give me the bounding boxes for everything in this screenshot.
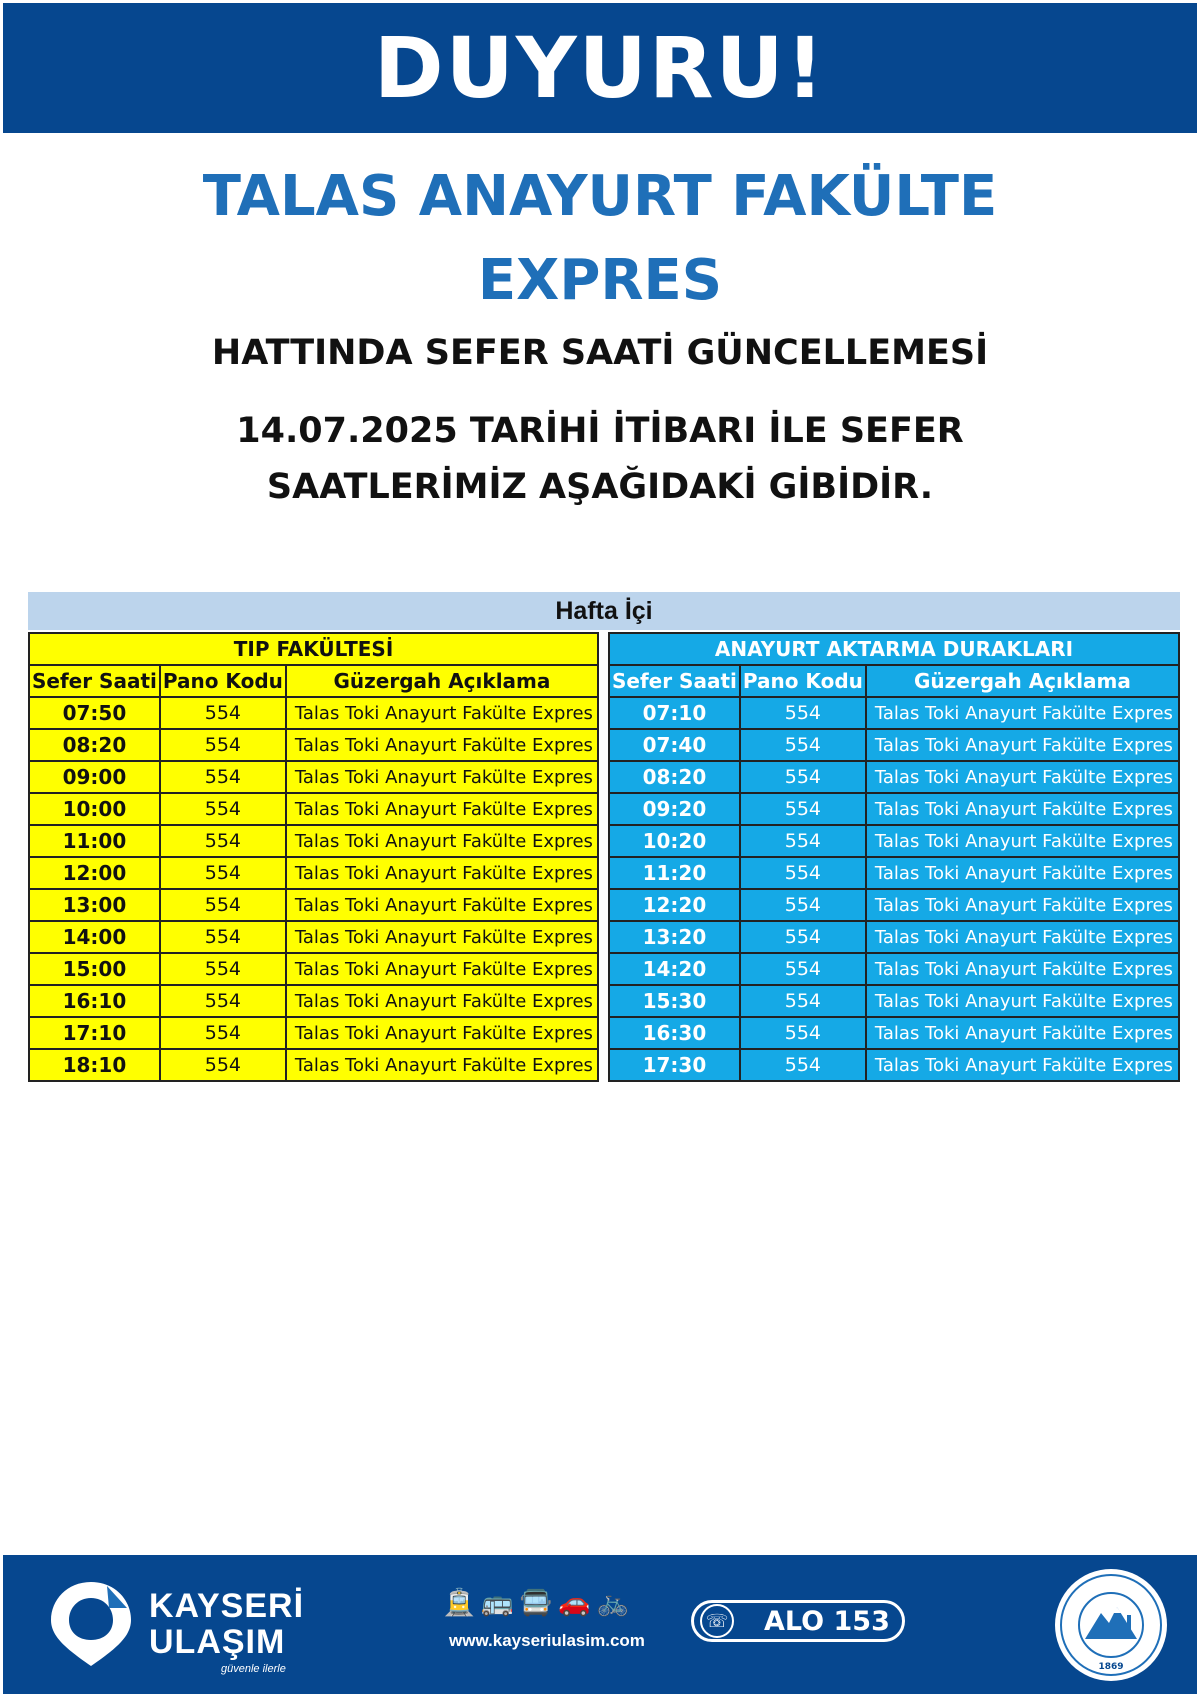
schedule-table-left [28,632,599,1082]
svg-text:1869: 1869 [1098,1662,1124,1672]
route-code: 554 [160,761,286,793]
route-code: 554 [160,1017,286,1049]
table-row [609,793,1179,825]
route-description: Talas Toki Anayurt Fakülte Expres [286,953,598,985]
announcement-banner [3,3,1197,133]
route-description: Talas Toki Anayurt Fakülte Expres [866,857,1179,889]
route-description: Talas Toki Anayurt Fakülte Expres [286,1017,598,1049]
table-row [29,825,598,857]
route-code: 554 [160,889,286,921]
table-row [29,729,598,761]
hotline-number: ALO 153 [764,1605,890,1637]
route-code: 554 [160,985,286,1017]
line-name-2: EXPRES [477,248,723,313]
departure-time: 15:30 [609,985,740,1017]
departure-time: 08:20 [609,761,740,793]
departure-time: 09:00 [29,761,160,793]
effective-date-notice [0,403,1200,515]
route-code: 554 [740,1017,866,1049]
departure-time: 15:00 [29,953,160,985]
brand-name-line2: ULAŞIM [149,1623,286,1661]
route-description: Talas Toki Anayurt Fakülte Expres [286,857,598,889]
route-description: Talas Toki Anayurt Fakülte Expres [866,921,1179,953]
departure-time: 07:40 [609,729,740,761]
municipality-seal-icon [1055,1569,1167,1681]
table-row [609,825,1179,857]
table-row [609,1017,1179,1049]
table-row [609,953,1179,985]
departure-time: 07:10 [609,697,740,729]
table-row [29,857,598,889]
route-description: Talas Toki Anayurt Fakülte Expres [286,889,598,921]
table-row [29,761,598,793]
route-code: 554 [740,985,866,1017]
table-row [609,1049,1179,1081]
route-description: Talas Toki Anayurt Fakülte Expres [866,761,1179,793]
route-description: Talas Toki Anayurt Fakülte Expres [866,729,1179,761]
table-row [29,1017,598,1049]
table-row [29,889,598,921]
period-header: Hafta İçi [28,592,1180,630]
table-row [29,793,598,825]
col-header-code: Pano Kodu [160,665,286,697]
route-code: 554 [160,1049,286,1081]
footer-bar [3,1555,1197,1694]
departure-time: 12:00 [29,857,160,889]
route-code: 554 [740,793,866,825]
route-code: 554 [160,921,286,953]
departure-time: 16:30 [609,1017,740,1049]
table-row [609,729,1179,761]
departure-time: 17:10 [29,1017,160,1049]
table-row [29,921,598,953]
route-description: Talas Toki Anayurt Fakülte Expres [286,1049,598,1081]
notice-line-1: 14.07.2025 TARİHİ İTİBARI İLE SEFER [236,411,964,451]
col-header-time: Sefer Saati [609,665,740,697]
route-description: Talas Toki Anayurt Fakülte Expres [286,697,598,729]
schedule-table-right [608,632,1180,1082]
col-header-route: Güzergah Açıklama [866,665,1179,697]
notice-line-2: SAATLERİMİZ AŞAĞIDAKİ GİBİDİR. [266,467,934,507]
route-code: 554 [740,953,866,985]
transport-icons: 🚊🚌🚍🚗🚲 [443,1587,635,1617]
brand-name-line1: KAYSERİ [149,1587,305,1625]
departure-time: 09:20 [609,793,740,825]
route-code: 554 [740,697,866,729]
route-description: Talas Toki Anayurt Fakülte Expres [866,697,1179,729]
col-header-route: Güzergah Açıklama [286,665,598,697]
departure-time: 18:10 [29,1049,160,1081]
col-header-code: Pano Kodu [740,665,866,697]
table-row [609,761,1179,793]
departure-time: 07:50 [29,697,160,729]
route-code: 554 [160,825,286,857]
table-row [609,889,1179,921]
route-description: Talas Toki Anayurt Fakülte Expres [286,825,598,857]
route-code: 554 [740,761,866,793]
departure-time: 10:00 [29,793,160,825]
phone-icon: ☏ [700,1604,734,1638]
departure-time: 08:20 [29,729,160,761]
route-code: 554 [740,921,866,953]
route-description: Talas Toki Anayurt Fakülte Expres [286,985,598,1017]
table-row [609,697,1179,729]
route-code: 554 [160,697,286,729]
table-row [29,1049,598,1081]
table-row [29,697,598,729]
departure-time: 17:30 [609,1049,740,1081]
route-description: Talas Toki Anayurt Fakülte Expres [286,761,598,793]
route-code: 554 [160,793,286,825]
route-description: Talas Toki Anayurt Fakülte Expres [866,985,1179,1017]
departure-time: 14:00 [29,921,160,953]
table-row [609,921,1179,953]
table-row [609,985,1179,1017]
hotline-badge[interactable] [691,1600,905,1642]
route-description: Talas Toki Anayurt Fakülte Expres [866,1017,1179,1049]
table-title: ANAYURT AKTARMA DURAKLARI [609,633,1179,665]
kayseri-ulasim-logo-icon [47,1578,135,1670]
departure-time: 13:00 [29,889,160,921]
website-link[interactable]: www.kayseriulasim.com [449,1631,645,1650]
table-row [609,857,1179,889]
line-name-1: TALAS ANAYURT FAKÜLTE [202,164,998,229]
route-description: Talas Toki Anayurt Fakülte Expres [866,793,1179,825]
route-code: 554 [740,729,866,761]
route-description: Talas Toki Anayurt Fakülte Expres [866,953,1179,985]
update-subtitle: HATTINDA SEFER SAATİ GÜNCELLEMESİ [211,333,989,373]
departure-time: 16:10 [29,985,160,1017]
route-description: Talas Toki Anayurt Fakülte Expres [866,1049,1179,1081]
route-code: 554 [740,825,866,857]
route-code: 554 [160,729,286,761]
line-title [0,155,1200,323]
table-row [29,985,598,1017]
departure-time: 11:20 [609,857,740,889]
route-description: Talas Toki Anayurt Fakülte Expres [866,825,1179,857]
departure-time: 10:20 [609,825,740,857]
route-code: 554 [740,857,866,889]
route-code: 554 [160,857,286,889]
departure-time: 14:20 [609,953,740,985]
brand-tagline: güvenle ilerle [221,1663,286,1675]
route-description: Talas Toki Anayurt Fakülte Expres [286,921,598,953]
route-code: 554 [160,953,286,985]
table-title: TIP FAKÜLTESİ [29,633,598,665]
departure-time: 12:20 [609,889,740,921]
route-code: 554 [740,1049,866,1081]
route-description: Talas Toki Anayurt Fakülte Expres [866,889,1179,921]
route-description: Talas Toki Anayurt Fakülte Expres [286,793,598,825]
col-header-time: Sefer Saati [29,665,160,697]
banner-title: DUYURU! [373,19,827,117]
departure-time: 13:20 [609,921,740,953]
route-code: 554 [740,889,866,921]
table-row [29,953,598,985]
route-description: Talas Toki Anayurt Fakülte Expres [286,729,598,761]
departure-time: 11:00 [29,825,160,857]
